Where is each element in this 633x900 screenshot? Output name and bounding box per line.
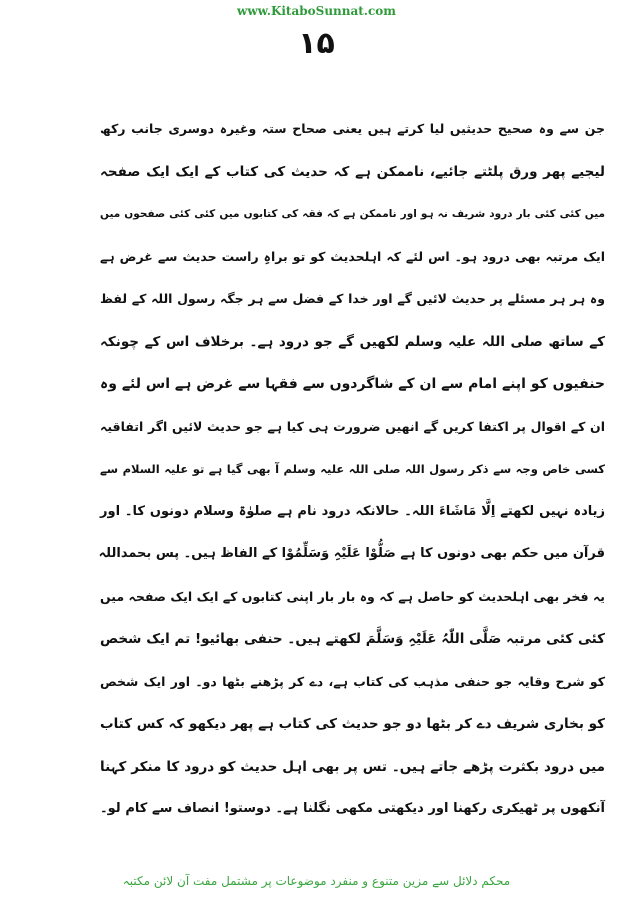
text-line: یہ فخر بھی اہلحدیث کو حاصل ہے کہ وہ بار بار اپنی کتابوں کے ایک ایک صفحہ میں [100, 588, 605, 604]
text-line: زیادہ نہیں لکھتے اِلَّا مَاشَاءَ اللہ۔ حالانکہ درود نام ہے صلوٰۃ وسلام دونوں کا۔ اور [100, 503, 605, 519]
text-line: میں درود بکثرت پڑھے جاتے ہیں۔ تس پر بھی اہل حدیث کو درود کا منکر کہنا [100, 758, 605, 775]
text-line: کو بخاری شریف دے کر بٹھا دو جو حدیث کی کتاب ہے پھر دیکھو کہ کس کتاب [100, 716, 605, 732]
footer-tagline: محکم دلائل سے مزین متنوع و منفرد موضوعات پر مشتمل مفت آن لائن مکتبہ [122, 874, 511, 888]
text-line: میں کئی کئی بار درود شریف نہ ہو اور ناممکن ہے کہ فقہ کی کتابوں میں کئی کئی صفحوں میں [100, 208, 605, 220]
text-line: قرآن میں حکم بھی دونوں کا ہے صَلُّوْا عَلَیْہِ وَسَلِّمُوْا کے الفاظ ہیں۔ پس بحمداللہ [98, 546, 605, 561]
text-line: ان کے اقوال پر اکتفا کریں گے انھیں ضرورت ہی کیا ہے جو حدیث لائیں اگر اتفاقیہ [100, 418, 605, 434]
text-line: آنکھوں پر ٹھیکری رکھنا اور دیکھتی مکھی نگلنا ہے۔ دوستو! انصاف سے کام لو۔ [100, 801, 605, 816]
text-line: جن سے وہ صحیح حدیثیں لیا کرتے ہیں یعنی صحاح ستہ وغیرہ دوسری جانب رکھ [100, 121, 605, 136]
page-number: ۱۵ [298, 26, 335, 61]
body-text [100, 108, 605, 831]
text-line: ایک مرتبہ بھی درود ہو۔ اس لئے کہ اہلحدیث کو تو براہِ راست حدیث سے غرض ہے [100, 248, 605, 264]
text-line: وہ ہر ہر مسئلے پر حدیث لائیں گے اور خدا کے فضل سے ہر جگہ رسول اللہ کے لفظ [100, 291, 605, 306]
text-line: حنفیوں کو اپنے امام سے ان کے شاگردوں سے فقہا سے غرض ہے اس لئے وہ [100, 376, 605, 392]
text-line: کسی خاص وجہ سے ذکر رسول اللہ صلی اللہ علیہ وسلم آ بھی گیا ہے تو علیہ السلام سے [100, 462, 605, 476]
text-line: کئی کئی مرتبہ صَلَّی اللّٰہُ عَلَیْہِ وَسَلَّمَ لکھتے ہیں۔ حنفی بھائیو! تم ایک شخص [100, 631, 605, 647]
text-line: لیجیے پھر ورق پلٹتے جائیے، ناممکن ہے کہ حدیث کی کتاب کے ایک ایک صفحہ [100, 163, 605, 180]
text-line: کو شرح وقایہ جو حنفی مذہب کی کتاب ہے، دے کر پڑھنے بٹھا دو۔ اور ایک شخص [100, 673, 605, 689]
site-url: www.KitaboSunnat.com [236, 4, 396, 18]
text-line: کے ساتھ صلی اللہ علیہ وسلم لکھیں گے جو درود ہے۔ برخلاف اس کے چونکہ [100, 333, 605, 350]
